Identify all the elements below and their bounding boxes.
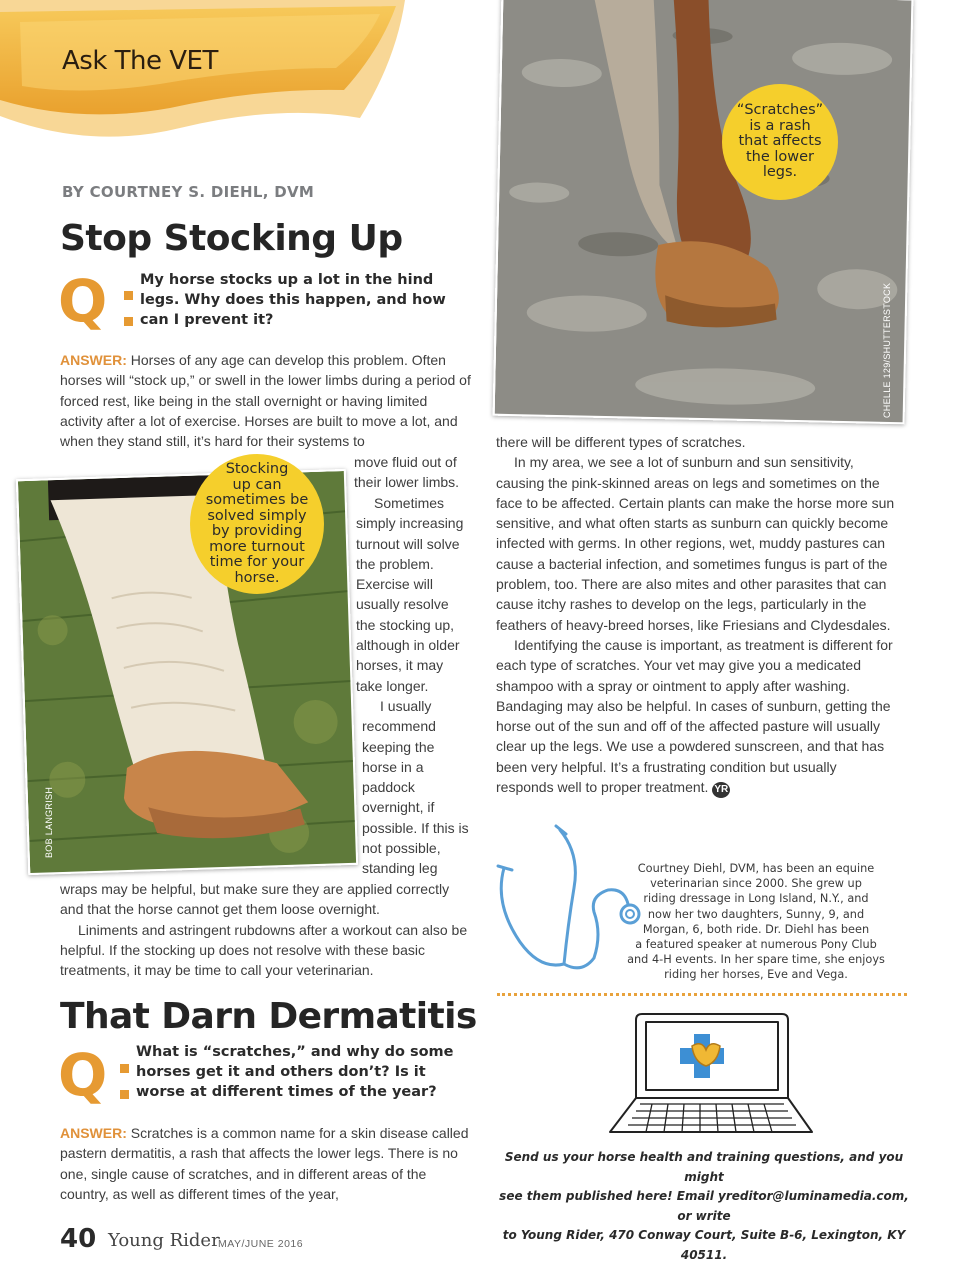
answer-text: I usually recommend keeping the horse in a paddock overnight, if possible. If this is not possible, standing leg — [362, 698, 469, 877]
question-colon-dot — [124, 317, 133, 326]
answer-label: ANSWER: — [60, 352, 127, 368]
end-mark-icon: YR — [712, 782, 730, 798]
answer-text: move fluid out of their lower limbs. — [354, 454, 460, 491]
issue-date: MAY/JUNE 2016 — [218, 1238, 304, 1250]
question-text: My horse stocks up a lot in the hind legs. Why does this happen, and how can I prevent it? — [140, 272, 446, 328]
bio-line: Courtney Diehl, DVM, has been an equine — [637, 862, 875, 875]
answer-paragraph — [60, 350, 472, 451]
article-title: That Darn Dermatitis — [60, 996, 477, 1037]
caption-bubble — [722, 84, 838, 200]
photo-scratches — [493, 0, 914, 424]
answer-text: there will be different types of scratches. — [496, 434, 746, 450]
byline: BY COURTNEY S. DIEHL, DVM — [62, 183, 315, 201]
contact-line: see them published here! Email yreditor@luminamedia.com, or write — [499, 1189, 909, 1223]
bio-line: and 4-H events. In her spare time, she enjoys — [627, 953, 885, 967]
laptop-icon — [606, 1008, 816, 1140]
bio-line: Morgan, 6, both ride. Dr. Diehl has been — [642, 922, 870, 936]
answer-text: wraps may be helpful, but make sure they are applied correctly and that the horse cannot get them loose overnight. — [60, 881, 450, 918]
answer-text: Scratches is a common name for a skin disease called pastern dermatitis, a rash that affects the lower legs. There is no one, single cause of scratches, and in different areas of the country, as well as different times of the year, — [60, 1125, 469, 1202]
bio-line: now her two daughters, Sunny, 9, and — [647, 907, 865, 921]
caption-line: up can — [232, 476, 282, 493]
caption-line: the lower — [745, 148, 815, 165]
answer-paragraph — [60, 879, 472, 980]
author-bio — [607, 861, 905, 983]
page-number: 40 — [60, 1224, 97, 1254]
caption-line: that affects — [738, 133, 822, 150]
question-colon-dot — [124, 291, 133, 300]
bio-line: riding dressage in Long Island, N.Y., and — [643, 892, 869, 906]
question-colon-dot — [120, 1064, 129, 1073]
answer-label: ANSWER: — [60, 1125, 127, 1141]
contact-line: Send us your horse health and training questions, and you might — [504, 1150, 904, 1184]
horse-hoof-mud-image — [495, 0, 914, 424]
caption-line: “Scratches” — [736, 102, 824, 119]
caption-bubble — [190, 454, 324, 594]
caption-line: solved simply — [207, 507, 307, 524]
answer-paragraph — [60, 1123, 472, 1204]
caption-line: more turnout — [209, 538, 305, 555]
caption-line: sometimes be — [205, 492, 309, 508]
caption-line: legs. — [762, 164, 798, 181]
contact-callout — [494, 1148, 914, 1265]
question-colon-dot — [120, 1090, 129, 1099]
answer-paragraph — [354, 452, 472, 493]
question-q-mark: Q — [58, 267, 108, 335]
answer-text: Horses of any age can develop this problem. Often horses will “stock up,” or swell in the lower limbs during a period of forced rest, like being in the stall overnight or having limited activity after a lot of exercise. Horses are built to move a lot, and when they stand still, it’s hard for their systems to — [60, 352, 471, 450]
answer-text: Liniments and astringent rubdowns after a workout can also be helpful. If the stocking up does not resolve with these basic treatments, it may be time to call your veterinarian. — [60, 921, 468, 979]
bio-line: veterinarian since 2000. She grew up — [650, 877, 862, 891]
bio-line: a featured speaker at numerous Pony Club — [635, 938, 877, 952]
photo-credit: BOB LANGRISH — [44, 786, 54, 858]
caption-line: Stocking — [225, 461, 289, 477]
article-title: Stop Stocking Up — [60, 218, 403, 259]
answer-text: Sometimes simply increasing turnout will solve the problem. Exercise will usually resolve the stocking up, although in older horses, it may take longer. — [356, 495, 464, 694]
answer-paragraph — [356, 493, 466, 696]
magazine-name: Young Rider — [108, 1230, 220, 1251]
dotted-divider — [497, 993, 907, 996]
answer-paragraph — [362, 696, 472, 879]
bio-line: riding her horses, Eve and Vega. — [664, 968, 848, 982]
answer-text: In my area, we see a lot of sunburn and sun sensitivity, causing the pink-skinned areas on legs and sometimes on the face to be affected. Certain plants can make the horse more sun sensitive, and what often starts as sunburn can quickly become infected with germs. In other regions, wet, muddy pastures can cause a bacterial infection, and sometimes fungus is part of the problem, too. There are also mites and other parasites that can cause itchy rashes to develop on the legs, particularly in the feathers of heavy-breed horses, like Friesians and Clydesdales. — [496, 454, 895, 633]
question-q-mark: Q — [58, 1041, 108, 1109]
photo-credit: CHELLE 129/SHUTTERSTOCK — [882, 282, 892, 418]
section-title: Ask The VET — [62, 46, 218, 76]
question-text: What is “scratches,” and why do some horses get it and others don’t? Is it worse at different times of the year? — [136, 1044, 454, 1100]
caption-line: is a rash — [749, 117, 811, 134]
contact-line: to Young Rider, 470 Conway Court, Suite B-6, Lexington, KY 40511. — [502, 1228, 906, 1262]
caption-line: time for your — [209, 554, 305, 570]
answer-text: Identifying the cause is important, as treatment is different for each type of scratches. Your vet may give you a medicated shampoo with a spray or ointment to apply after washing. Bandaging may also be helpful. In cases of sunburn, getting the horse out of the sun and off of the affected pasture will usually clear up the legs. We use a powdered sunscreen, and that has been very helpful. It’s a frustrating condition but usually responds well to proper treatment. YR — [496, 635, 898, 798]
caption-line: horse. — [234, 569, 280, 586]
caption-line: by providing — [211, 523, 303, 539]
answer-paragraph — [496, 432, 898, 798]
